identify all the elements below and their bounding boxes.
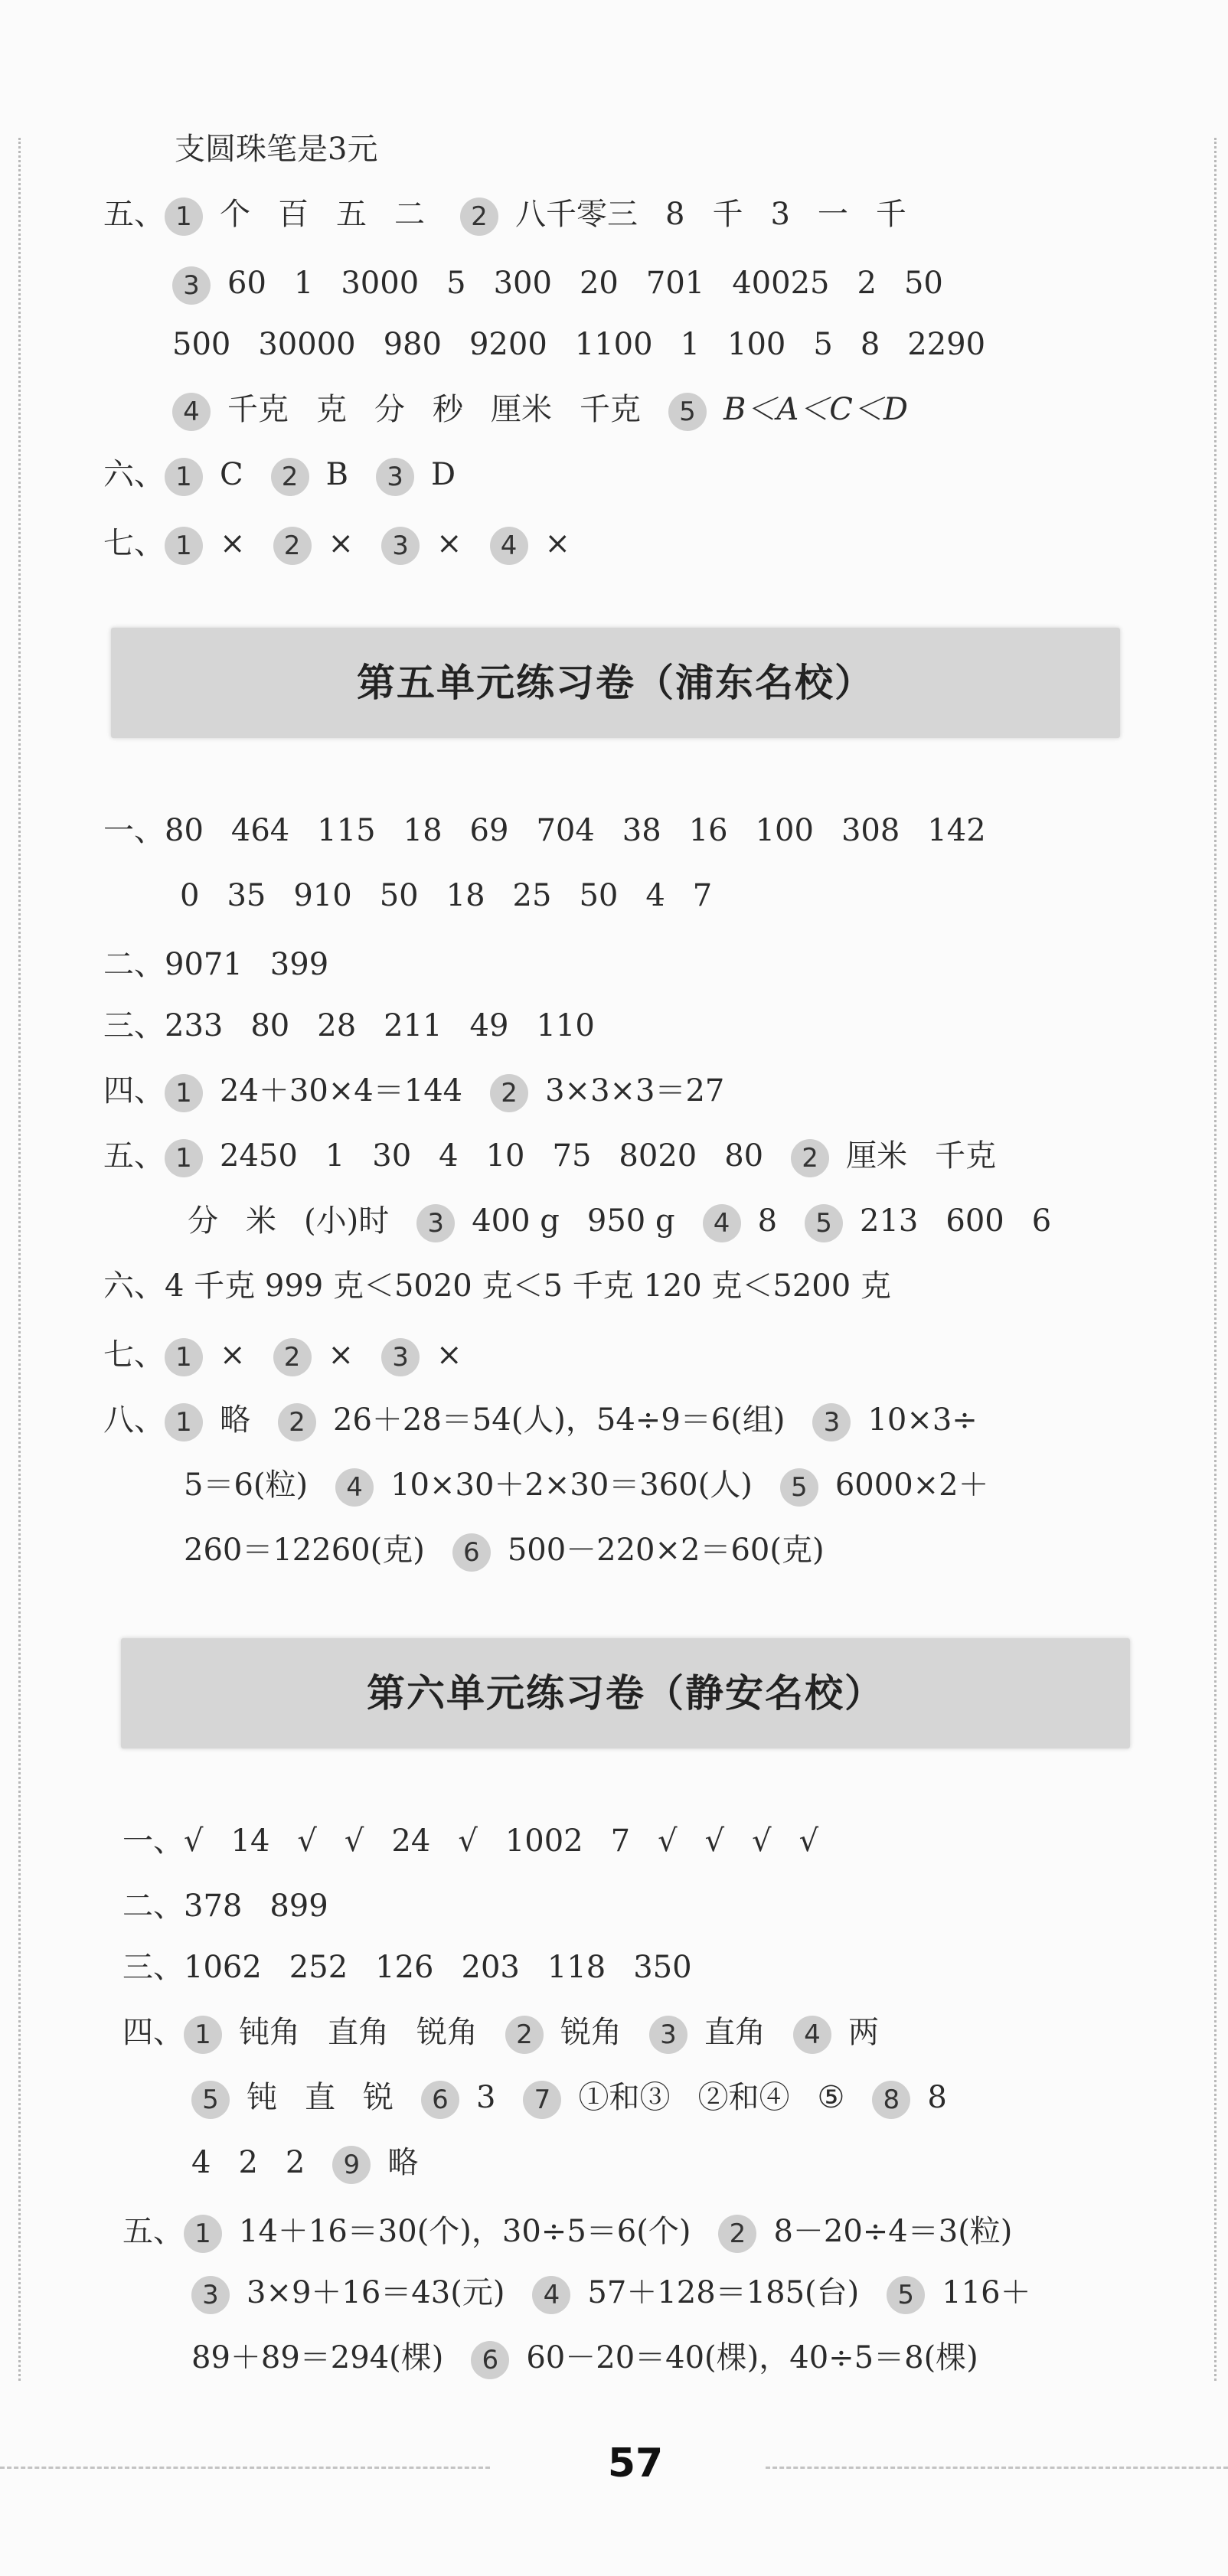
answer: 5 (813, 327, 833, 362)
s5-q8-line3 (184, 1527, 852, 1573)
answer: 252 (289, 1950, 348, 1985)
answer: 115 (317, 813, 376, 848)
answer: 秒 (433, 392, 463, 427)
s5-q1-line1 (103, 808, 1014, 854)
answer: 60－20＝40(棵)，40÷5＝8(棵) (526, 2340, 978, 2375)
answer: 9200 (469, 327, 547, 362)
question-label: 二、 (122, 1889, 184, 1924)
answer: 千克 (935, 1138, 997, 1174)
section-title-banner (111, 628, 1120, 738)
answer: 20 (579, 266, 619, 301)
answer: 分 (188, 1203, 218, 1239)
answer: × (544, 526, 571, 561)
answer: 3000 (341, 266, 420, 301)
intro-line (175, 126, 377, 172)
answer: 4 (645, 878, 665, 913)
answer: 4 千克 999 克＜5020 克＜5 千克 120 克＜5200 克 (165, 1268, 891, 1304)
answer: 26＋28＝54(人)，54÷9＝6(组) (333, 1402, 785, 1438)
answer: 厘米 (491, 392, 552, 427)
answer: 30 (372, 1138, 412, 1174)
answer: 2450 (220, 1138, 298, 1174)
s6-q4-line1 (122, 2010, 906, 2055)
answer: 400 g (472, 1203, 560, 1239)
answer: 百 (278, 197, 309, 232)
answer: √ (184, 1823, 204, 1859)
s6-q1-line (122, 1818, 846, 1864)
s5-q6-line (103, 1263, 919, 1309)
item-number-badge: 3 (649, 2016, 687, 2054)
item-number-badge: 1 (165, 198, 203, 236)
question-label: 八、 (103, 1402, 165, 1438)
answer: 80 (165, 813, 204, 848)
s4-q7-line (103, 521, 598, 566)
answer: 1100 (574, 327, 653, 362)
answer: 30000 (258, 327, 356, 362)
right-margin-dotted-line (1214, 138, 1217, 2381)
answer: 57＋128＝185(台) (587, 2275, 860, 2310)
answer: × (328, 1337, 354, 1373)
answer: × (220, 526, 246, 561)
answer: 2 (285, 2145, 305, 2180)
answer: √ (752, 1823, 772, 1859)
answer: 0 (180, 878, 200, 913)
answer: 350 (633, 1950, 692, 1985)
answer: 锐角 (560, 2015, 622, 2050)
item-number-badge: 2 (718, 2215, 756, 2253)
answer: 8 (860, 327, 880, 362)
item-number-badge: 1 (165, 1338, 203, 1376)
question-label: 三、 (122, 1950, 184, 1985)
question-label: 五、 (122, 2214, 184, 2249)
answer: 个 (220, 197, 250, 232)
answer: 75 (552, 1138, 592, 1174)
answer: 16 (688, 813, 728, 848)
item-number-badge: 2 (278, 1403, 316, 1441)
answer: ①和③ (578, 2080, 671, 2115)
answer: 千克 (580, 392, 641, 427)
item-number-badge: 2 (505, 2016, 544, 2054)
answer: 8020 (619, 1138, 697, 1174)
question-label: 三、 (103, 1008, 165, 1043)
item-number-badge: 4 (172, 393, 211, 431)
item-number-badge: 6 (452, 1533, 491, 1572)
answer: 八千零三 (515, 197, 638, 232)
s4-q5-line1 (103, 191, 934, 237)
answer: 1 (680, 327, 701, 362)
answer: 100 (727, 327, 786, 362)
answer: 8 (757, 1203, 778, 1239)
answer: 直 (305, 2080, 335, 2115)
item-number-badge: 3 (812, 1403, 851, 1441)
answer: 五 (336, 197, 367, 232)
answer: B＜A＜C＜D (723, 392, 908, 427)
answer: 260＝12260(克) (184, 1533, 425, 1568)
answer: 18 (403, 813, 443, 848)
answer: × (436, 526, 462, 561)
answer: × (220, 1337, 246, 1373)
answer: 89＋89＝294(棵) (191, 2340, 444, 2375)
answer: 7 (692, 878, 713, 913)
answer: 80 (250, 1008, 290, 1043)
item-number-badge: 2 (490, 1074, 528, 1112)
answer: 9071 (165, 947, 243, 982)
item-number-badge: 2 (273, 527, 312, 565)
s6-q5-line2 (191, 2270, 1059, 2316)
question-label: 一、 (122, 1823, 184, 1859)
answer: 略 (220, 1402, 250, 1438)
answer: 18 (446, 878, 485, 913)
question-label: 五、 (103, 1138, 165, 1174)
answer: ②和④ (697, 2080, 790, 2115)
s5-q8-line2 (184, 1462, 1017, 1508)
section-title: 第六单元练习卷（静安名校） (367, 1671, 884, 1716)
answer: 110 (536, 1008, 595, 1043)
answer: 950 g (586, 1203, 675, 1239)
answer: 233 (165, 1008, 224, 1043)
item-number-badge: 4 (335, 1468, 374, 1507)
item-number-badge: 5 (805, 1204, 843, 1242)
answer: 钝 (247, 2080, 277, 2115)
item-number-badge: 1 (165, 458, 203, 496)
item-number-badge: 3 (381, 1338, 420, 1376)
item-number-badge: 3 (172, 266, 211, 305)
answer: 1 (325, 1138, 345, 1174)
s6-q3-line (122, 1944, 720, 1990)
answer: 116＋ (942, 2275, 1031, 2310)
answer: 8 (665, 197, 685, 232)
answer: 锐角 (416, 2015, 478, 2050)
s6-q2-line (122, 1883, 356, 1929)
answer: 60 (227, 266, 266, 301)
answer: 直角 (328, 2015, 389, 2050)
answer: 克 (316, 392, 347, 427)
question-label: 七、 (103, 1337, 165, 1373)
answer: (小)时 (304, 1203, 390, 1239)
left-margin-dotted-line (18, 138, 21, 2381)
answer: 910 (293, 878, 352, 913)
answer: √ (704, 1823, 725, 1859)
answer: 300 (493, 266, 552, 301)
s4-q5-line3 (172, 322, 1013, 367)
answer: 24＋30×4＝144 (220, 1073, 463, 1108)
answer: √ (344, 1823, 364, 1859)
item-number-badge: 3 (191, 2276, 230, 2314)
s5-q4-line (103, 1068, 752, 1114)
item-number-badge: 4 (490, 527, 528, 565)
s6-q4-line2 (191, 2075, 975, 2121)
answer: 80 (724, 1138, 764, 1174)
item-number-badge: 3 (416, 1204, 455, 1242)
answer: 50 (903, 266, 943, 301)
s4-q5-line4 (172, 387, 936, 433)
answer: 6 (1031, 1203, 1052, 1239)
answer: 7 (610, 1823, 631, 1859)
s5-q7-line (103, 1332, 490, 1378)
answer: ⑤ (817, 2080, 845, 2115)
answer: 500 (172, 327, 231, 362)
answer: 米 (246, 1203, 276, 1239)
answer: 701 (645, 266, 705, 301)
question-label: 六、 (103, 457, 165, 492)
answer: 2 (238, 2145, 258, 2180)
item-number-badge: 2 (271, 458, 309, 496)
answer: B (325, 457, 349, 492)
answer: 略 (387, 2145, 419, 2180)
s5-q5-line1 (103, 1133, 1024, 1179)
answer: 50 (579, 878, 619, 913)
item-number-badge: 1 (184, 2215, 222, 2253)
answer: 142 (927, 813, 986, 848)
item-number-badge: 6 (421, 2081, 459, 2119)
answer: 399 (269, 947, 329, 982)
answer: 100 (755, 813, 814, 848)
answer: 1062 (184, 1950, 262, 1985)
answer: 4 (439, 1138, 459, 1174)
item-number-badge: 1 (165, 1139, 203, 1177)
item-number-badge: 3 (381, 527, 420, 565)
item-number-badge: 5 (191, 2081, 230, 2119)
item-number-badge: 4 (532, 2276, 570, 2314)
item-number-badge: 7 (523, 2081, 561, 2119)
item-number-badge: 8 (872, 2081, 910, 2119)
answer: 213 (860, 1203, 919, 1239)
answer: 钝角 (239, 2015, 300, 2050)
item-number-badge: 2 (460, 198, 498, 236)
answer: 38 (622, 813, 661, 848)
answer: 3×9＋16＝43(元) (247, 2275, 505, 2310)
item-number-badge: 3 (376, 458, 414, 496)
answer: 4 (191, 2145, 211, 2180)
item-number-badge: 4 (793, 2016, 831, 2054)
answer: 10×30＋2×30＝360(人) (390, 1468, 753, 1503)
answer: 126 (375, 1950, 434, 1985)
answer: 40025 (732, 266, 830, 301)
answer: √ (458, 1823, 478, 1859)
answer: 378 (184, 1889, 243, 1924)
s5-q2-line (103, 942, 356, 988)
answer: 69 (469, 813, 509, 848)
answer: 500－220×2＝60(克) (507, 1533, 825, 1568)
answer: 3×3×3＝27 (545, 1073, 725, 1108)
page-number: 57 (607, 2441, 664, 2486)
footer-rule-left (0, 2467, 490, 2469)
answer: 厘米 (846, 1138, 908, 1174)
answer: √ (658, 1823, 678, 1859)
answer: × (328, 526, 354, 561)
s5-q5-line2 (188, 1198, 1079, 1244)
answer: 二 (394, 197, 425, 232)
item-number-badge: 1 (165, 1074, 203, 1112)
section-title-banner (121, 1638, 1130, 1748)
answer: 24 (391, 1823, 431, 1859)
answer: 1 (293, 266, 314, 301)
answer: 10 (485, 1138, 525, 1174)
item-number-badge: 2 (273, 1338, 312, 1376)
answer: 10×3÷ (867, 1402, 978, 1438)
answer: 分 (374, 392, 405, 427)
answer: 千 (712, 197, 743, 232)
answer: √ (297, 1823, 317, 1859)
item-number-badge: 2 (791, 1139, 829, 1177)
question-label: 二、 (103, 947, 165, 982)
s4-q5-line2 (172, 260, 971, 306)
answer: 14 (230, 1823, 270, 1859)
answer: 千克 (227, 392, 289, 427)
answer: 8 (927, 2080, 947, 2115)
answer: 8－20÷4＝3(粒) (773, 2214, 1013, 2249)
s6-q4-line3 (191, 2140, 446, 2186)
answer: 5＝6(粒) (184, 1468, 309, 1503)
s4-q6-line (103, 452, 483, 498)
item-number-badge: 6 (471, 2341, 509, 2379)
item-number-badge: 9 (332, 2146, 371, 2184)
answer: 2 (857, 266, 877, 301)
footer-rule-right (766, 2467, 1228, 2469)
answer: 6000×2＋ (834, 1468, 989, 1503)
s6-q5-line3 (191, 2335, 1006, 2381)
answer: √ (799, 1823, 819, 1859)
answer: 899 (269, 1889, 328, 1924)
answer: D (431, 457, 456, 492)
answer: × (436, 1337, 462, 1373)
item-number-badge: 5 (780, 1468, 818, 1507)
item-number-badge: 1 (165, 527, 203, 565)
item-number-badge: 4 (703, 1204, 741, 1242)
answer: 一 (817, 197, 848, 232)
question-label: 五、 (103, 197, 165, 232)
answer: 25 (512, 878, 552, 913)
answer: 211 (384, 1008, 443, 1043)
answer: 35 (227, 878, 266, 913)
item-number-badge: 1 (184, 2016, 222, 2054)
answer: 704 (536, 813, 595, 848)
answer: 980 (383, 327, 442, 362)
answer: 3 (476, 2080, 496, 2115)
s6-q5-line1 (122, 2209, 1040, 2254)
question-label: 四、 (122, 2015, 184, 2050)
s5-q8-line1 (103, 1397, 1005, 1443)
answer: 14＋16＝30(个)，30÷5＝6(个) (239, 2214, 691, 2249)
item-number-badge: 5 (887, 2276, 925, 2314)
question-label: 六、 (103, 1268, 165, 1304)
section-title: 第五单元练习卷（浦东名校） (357, 661, 874, 705)
answer: 50 (379, 878, 419, 913)
answer: 49 (469, 1008, 509, 1043)
s5-q1-line2 (180, 873, 740, 919)
s5-q3-line (103, 1003, 622, 1049)
answer: 203 (461, 1950, 520, 1985)
answer: 1002 (505, 1823, 583, 1859)
item-number-badge: 5 (668, 393, 707, 431)
answer: 28 (317, 1008, 357, 1043)
answer: 直角 (704, 2015, 766, 2050)
answer: 千 (875, 197, 906, 232)
answer: 3 (770, 197, 790, 232)
question-label: 一、 (103, 813, 165, 848)
answer: 5 (446, 266, 466, 301)
answer: C (220, 457, 243, 492)
answer: 464 (230, 813, 290, 848)
answer: 600 (945, 1203, 1004, 1239)
answer: 两 (848, 2015, 879, 2050)
answer: 308 (841, 813, 900, 848)
answer: 2290 (907, 327, 986, 362)
item-number-badge: 1 (165, 1403, 203, 1441)
intro-text: 支圆珠笔是3元 (175, 132, 378, 167)
question-label: 七、 (103, 526, 165, 561)
answer: 锐 (363, 2080, 394, 2115)
question-label: 四、 (103, 1073, 165, 1108)
answer: 118 (547, 1950, 606, 1985)
